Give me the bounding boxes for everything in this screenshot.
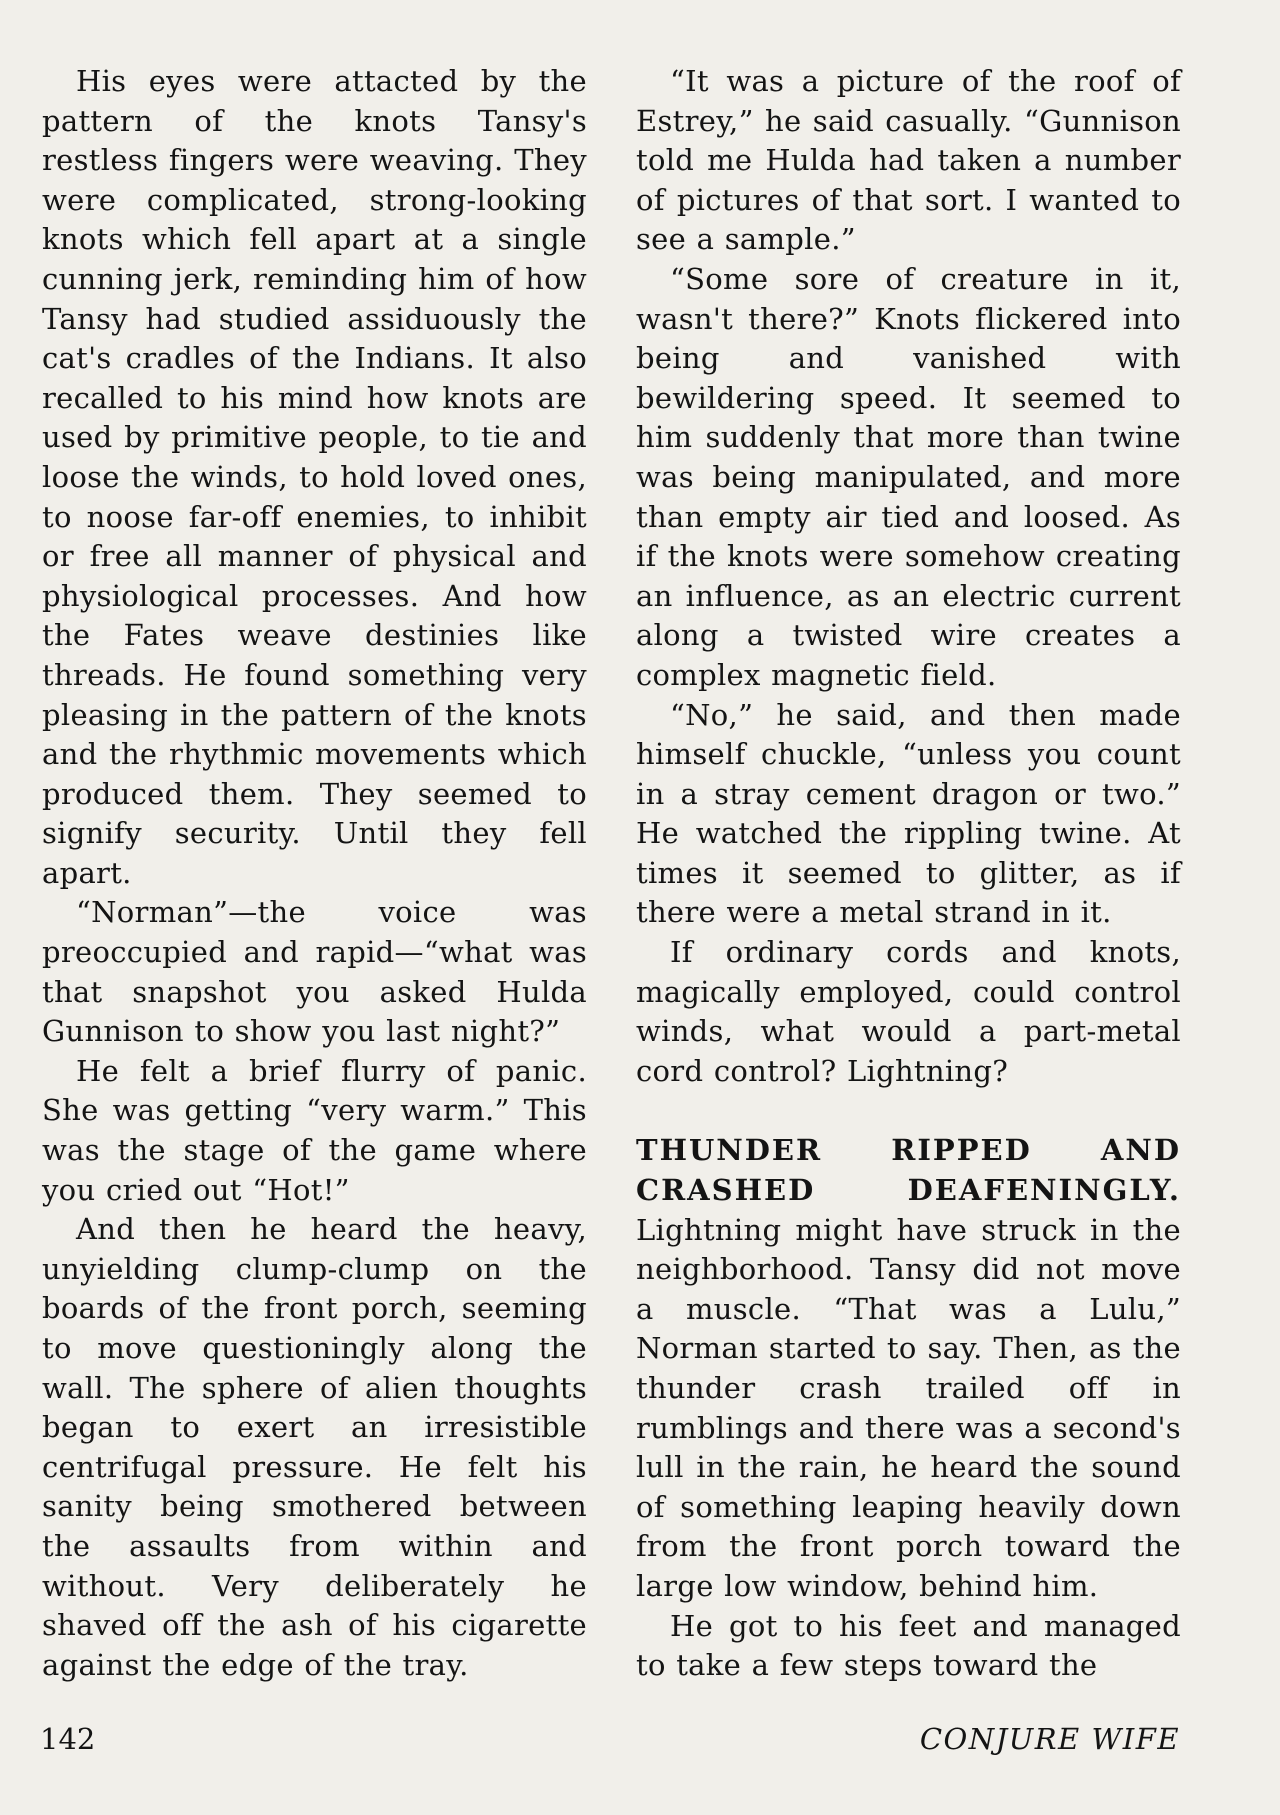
section-opening-paragraph <box>636 1131 1181 1606</box>
paragraph: He felt a brief flurry of panic. She was getting “very warm.” This was the stage of the game where you cried out “Hot!” <box>42 1053 587 1207</box>
paragraph: If ordinary cords and knots, magically employed, could control winds, what would a part-metal cord control? Lightning? <box>636 935 1181 1088</box>
section-lead-text: Lightning might have struck in the neighborhood. Tansy did not move a muscle. “That was a Lulu,” Norman started to say. Then, as the thunder crash trailed off in rumblings and there was a second's lull in the rain, he heard the sound of something leaping heavily down from the front porch toward the large low window, behind him. <box>636 1212 1181 1603</box>
paragraph: “It was a picture of the roof of Estrey,” he said casually. “Gunnison told me Hulda had taken a number of pictures of that sort. I wanted to see a sample.” <box>636 64 1181 257</box>
right-text-column <box>636 62 1181 1686</box>
running-title: CONJURE WIFE <box>919 1722 1180 1756</box>
paragraph: “No,” he said, and then made himself chuckle, “unless you count in a stray cement dragon or two.” He watched the rippling twine. At times it seemed to glitter, as if there were a metal strand in it. <box>636 697 1181 930</box>
left-text-column <box>42 62 587 1685</box>
page-number: 142 <box>40 1722 96 1756</box>
paragraph: And then he heard the heavy, unyielding clump-clump on the boards of the front porch, seeming to move questioningly along the wall. The sphere of alien thoughts began to exert an irresistible centrifugal pressure. He felt his sanity being smothered between the assaults from within and without. Very deliberately he shaved off the ash of his cigarette against the edge of the tray. <box>42 1212 587 1682</box>
paragraph: He got to his feet and managed to take a few steps toward the <box>636 1608 1181 1683</box>
paragraph: “Norman”—the voice was preoccupied and rapid—“what was that snapshot you asked Hulda Gunnison to show you last night?” <box>42 895 587 1049</box>
paragraph: “Some sore of creature in it, wasn't there?” Knots flickered into being and vanished with bewildering speed. It seemed to him suddenly that more than twine was being manipulated, and more than empty air tied and loosed. As if the knots were somehow creating an influence, as an electric current along a twisted wire creates a complex magnetic field. <box>636 261 1181 692</box>
section-lead-in-caps: THUNDER RIPPED AND CRASHED DEAFENINGLY. <box>636 1133 1181 1208</box>
paragraph: His eyes were attacted by the pattern of the knots Tansy's restless fingers were weaving. They were complicated, strong-looking knots which fell apart at a single cunning jerk, reminding him of how Tansy had studied assiduously the cat's cradles of the Indians. It also recalled to his mind how knots are used by primitive people, to tie and loose the winds, to hold loved ones, to noose far-off enemies, to inhibit or free all manner of physical and physiological processes. And how the Fates weave destinies like threads. He found something very pleasing in the pattern of the knots and the rhythmic movements which produced them. They seemed to signify security. Until they fell apart. <box>42 64 587 890</box>
